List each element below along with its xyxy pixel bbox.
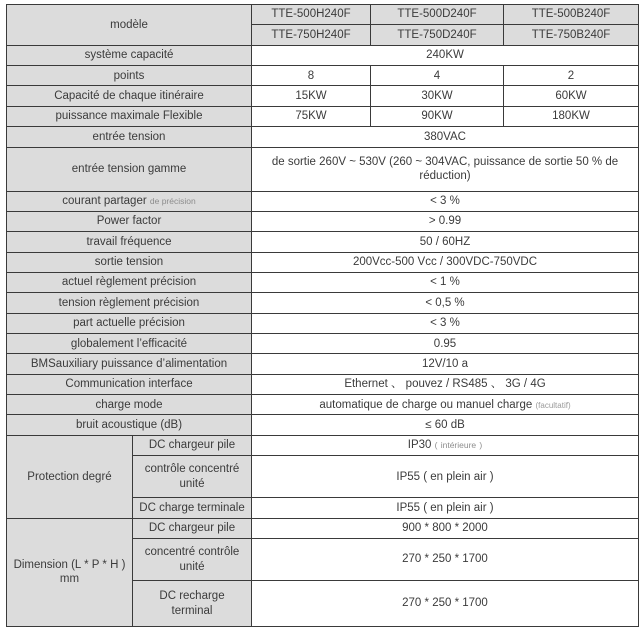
table-row — [7, 395, 639, 415]
row-value-power-factor: > 0.99 — [252, 211, 639, 231]
subrow-label-protection-dc-charge-terminale: DC charge terminale — [133, 498, 252, 518]
subrow-value-dimension-dc-recharge-terminal: 270 * 250 * 1700 — [252, 581, 639, 627]
row-label-globalement-efficacite: globalement l’efficacité — [7, 334, 252, 354]
row-label-entree-tension: entrée tension — [7, 127, 252, 147]
subrow-value-dimension-dc-chargeur-pile: 900 * 800 * 2000 — [252, 518, 639, 538]
ip30-note: intérieure — [440, 440, 477, 451]
model-cell-d500: TTE-500D240F — [371, 5, 504, 25]
table-row — [7, 106, 639, 126]
row-value-entree-tension-gamme: de sortie 260V ~ 530V (260 ~ 304VAC, puissance de sortie 50 % de réduction) — [252, 147, 639, 191]
table-row — [7, 374, 639, 394]
table-row — [7, 518, 639, 538]
table-row — [7, 5, 639, 25]
paren-open: ( — [434, 440, 438, 451]
subrow-label-dimension-dc-recharge-terminal: DC recharge terminal — [133, 581, 252, 627]
specification-table — [6, 4, 639, 627]
paren-close: ) — [479, 440, 483, 451]
subrow-label-dimension-dc-chargeur-pile: DC chargeur pile — [133, 518, 252, 538]
row-label-bms-auxiliary: BMSauxiliary puissance d’alimentation — [7, 354, 252, 374]
row-label-points: points — [7, 66, 252, 86]
row-value-tension-reglement: < 0,5 % — [252, 293, 639, 313]
row-value-bms-auxiliary: 12V/10 a — [252, 354, 639, 374]
row-label-puissance-flexible: puissance maximale Flexible — [7, 106, 252, 126]
table-row — [7, 232, 639, 252]
row-label-travail-frequence: travail fréquence — [7, 232, 252, 252]
row-label-sortie-tension: sortie tension — [7, 252, 252, 272]
row-value-charge-mode-note: (facultatif) — [535, 400, 571, 410]
subrow-value-protection-dc-charge-terminale: IP55 ( en plein air ) — [252, 498, 639, 518]
table-row — [7, 334, 639, 354]
row-value-capacite-h: 15KW — [252, 86, 371, 106]
row-value-communication-interface: Ethernet 、 pouvez / RS485 、 3G / 4G — [252, 374, 639, 394]
ip30-value: IP30 — [407, 439, 432, 452]
table-row — [7, 293, 639, 313]
row-value-points-d: 4 — [371, 66, 504, 86]
row-value-charge-mode — [252, 395, 639, 415]
row-label-actuel-reglement: actuel règlement précision — [7, 272, 252, 292]
row-label-communication-interface: Communication interface — [7, 374, 252, 394]
table-row — [7, 435, 639, 455]
row-label-bruit-acoustique: bruit acoustique (dB) — [7, 415, 252, 435]
row-value-systeme-capacite: 240KW — [252, 45, 639, 65]
table-row — [7, 313, 639, 333]
table-row — [7, 252, 639, 272]
model-cell-h750: TTE-750H240F — [252, 25, 371, 45]
subrow-value-dimension-concentre-controle-unite: 270 * 250 * 1700 — [252, 539, 639, 581]
row-value-capacite-d: 30KW — [371, 86, 504, 106]
table-row — [7, 127, 639, 147]
model-cell-h500: TTE-500H240F — [252, 5, 371, 25]
model-cell-b750: TTE-750B240F — [504, 25, 639, 45]
row-label-systeme-capacite: système capacité — [7, 45, 252, 65]
row-value-part-actuelle: < 3 % — [252, 313, 639, 333]
table-row — [7, 191, 639, 211]
row-value-courant-partager: < 3 % — [252, 191, 639, 211]
row-label-power-factor: Power factor — [7, 211, 252, 231]
row-value-entree-tension: 380VAC — [252, 127, 639, 147]
row-value-travail-frequence: 50 / 60HZ — [252, 232, 639, 252]
row-label-charge-mode: charge mode — [7, 395, 252, 415]
row-value-sortie-tension: 200Vcc-500 Vcc / 300VDC-750VDC — [252, 252, 639, 272]
table-row — [7, 147, 639, 191]
row-value-bruit-acoustique: ≤ 60 dB — [252, 415, 639, 435]
subrow-label-protection-controle-concentre-unite: contrôle concentré unité — [133, 456, 252, 498]
row-label-modele: modèle — [7, 5, 252, 46]
row-label-entree-tension-gamme: entrée tension gamme — [7, 147, 252, 191]
row-label-courant-partager-note: de précision — [149, 196, 196, 206]
model-cell-b500: TTE-500B240F — [504, 5, 639, 25]
row-value-actuel-reglement: < 1 % — [252, 272, 639, 292]
subrow-value-protection-controle-concentre-unite: IP55 ( en plein air ) — [252, 456, 639, 498]
group-label-protection-degre: Protection degré — [7, 435, 133, 518]
row-value-puissance-b: 180KW — [504, 106, 639, 126]
subrow-label-dimension-concentre-controle-unite: concentré contrôle unité — [133, 539, 252, 581]
table-row — [7, 211, 639, 231]
row-label-courant-partager-main: courant partager — [62, 195, 147, 207]
model-cell-d750: TTE-750D240F — [371, 25, 504, 45]
row-value-puissance-d: 90KW — [371, 106, 504, 126]
row-value-points-b: 2 — [504, 66, 639, 86]
row-label-capacite-itineraire: Capacité de chaque itinéraire — [7, 86, 252, 106]
row-value-globalement-efficacite: 0.95 — [252, 334, 639, 354]
table-row — [7, 415, 639, 435]
row-value-points-h: 8 — [252, 66, 371, 86]
row-label-courant-partager — [7, 191, 252, 211]
table-row — [7, 45, 639, 65]
row-value-capacite-b: 60KW — [504, 86, 639, 106]
table-row — [7, 86, 639, 106]
subrow-value-protection-dc-chargeur-pile — [252, 435, 639, 455]
group-label-dimension: Dimension (L * P * H ) mm — [7, 518, 133, 626]
table-row — [7, 354, 639, 374]
row-value-charge-mode-main: automatique de charge ou manuel charge — [319, 398, 533, 411]
table-row — [7, 66, 639, 86]
subrow-label-protection-dc-chargeur-pile: DC chargeur pile — [133, 435, 252, 455]
row-label-part-actuelle: part actuelle précision — [7, 313, 252, 333]
row-label-tension-reglement: tension règlement précision — [7, 293, 252, 313]
row-value-puissance-h: 75KW — [252, 106, 371, 126]
table-row — [7, 272, 639, 292]
